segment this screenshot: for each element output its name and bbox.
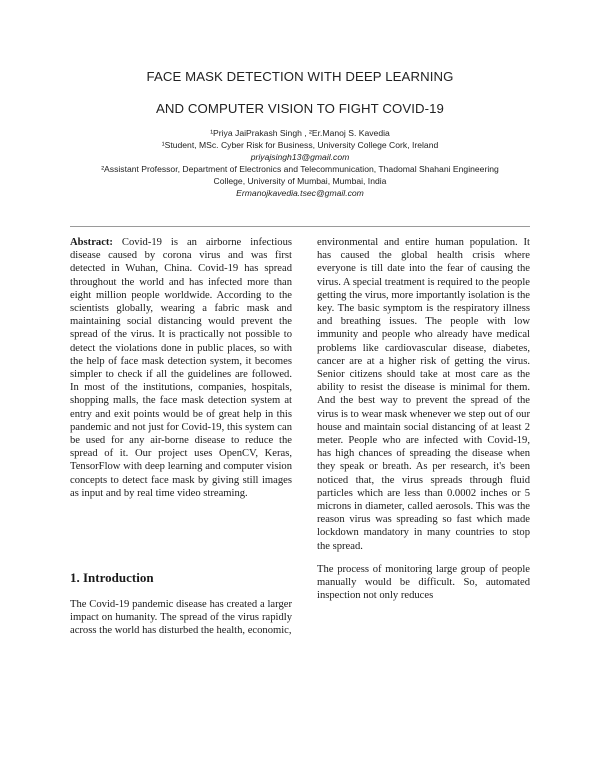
left-column — [70, 236, 292, 500]
author-affiliation-1: ¹Student, MSc. Cyber Risk for Business, University College Cork, Ireland — [161, 140, 439, 150]
author-names: ¹Priya JaiPrakash Singh , ²Er.Manoj S. Kavedia — [210, 128, 390, 138]
left-column-intro — [70, 598, 292, 638]
author-affiliation-2-line-2: College, University of Mumbai, Mumbai, India — [213, 176, 387, 186]
paper-title-line-1: FACE MASK DETECTION WITH DEEP LEARNING — [146, 69, 454, 84]
intro-paragraph: The Covid-19 pandemic disease has created a larger impact on humanity. The spread of the virus rapidly across the world has disturbed the health, economic, — [70, 599, 292, 637]
abstract-text: Covid-19 is an airborne infectious disease caused by corona virus and was first detected in Wuhan, China. Covid-19 has spread throughout the world and has infected more than eight million people worldwide. According to the scientists globally, wearing a fabric mask and maintaining social distancing would prevent the spread of the virus. It is practically not possible to detect the violations done in public places, so with the help of face mask detection system, it becomes simpler to check if all the guidelines are followed. In most of the institutions, companies, hospitals, shopping malls, the face mask detection system at entry and exit points would be of great help in this pandemic and not just for Covid-19, this system can be used for any air-borne disease to reduce the spread of it. Our project uses OpenCV, Keras, TensorFlow with deep learning and computer vision concepts to detect face mask by giving still images as input and by real time video streaming. — [70, 237, 292, 499]
author-email-1: priyajsingh13@gmail.com — [250, 152, 350, 162]
abstract-paragraph — [70, 236, 292, 500]
section-heading-introduction: 1. Introduction — [70, 570, 154, 585]
header-divider — [70, 226, 530, 227]
right-paragraph-2: The process of monitoring large group of people manually would be difficult. So, automated inspection not only reduces — [317, 563, 530, 602]
abstract-label: Abstract: — [70, 237, 113, 248]
author-email-2: Ermanojkavedia.tsec@gmail.com — [236, 188, 364, 198]
author-affiliation-2-line-1: ²Assistant Professor, Department of Electronics and Telecommunication, Thadomal Shahani Engineering — [101, 164, 499, 174]
author-block — [60, 127, 540, 199]
paper-title-line-2: AND COMPUTER VISION TO FIGHT COVID-19 — [155, 101, 444, 116]
right-paragraph-1: environmental and entire human population. It has caused the global health crisis where everyone is till date into the fear of causing the virus. A special treatment is required to the people getting the virus, more importantly isolation is the key. The basic symptom is the respiratory illness and breathing issues. The people with low immunity and people who already have medical problems like cardiovascular disease, diabetes, cancer are at a higher risk of getting the virus. Senior citizens should take at most care as the ability to resist the disease is minimal for them. And the best way to prevent the spread of the virus is to wear mask whenever we step out of our house and maintain social distancing of at least 2 meter. People who are infected with Covid-19, has high chances of spreading the disease when they speak or breath. As per research, it's been noticed that, the virus spreads through fluid particles which are less than 0.0002 inches or 5 microns in diameter, called aerosols. This was the reason virus was spreading so fast which made lockdown mandatory in many countries to stop the spread. — [317, 237, 530, 552]
right-column — [317, 236, 530, 602]
